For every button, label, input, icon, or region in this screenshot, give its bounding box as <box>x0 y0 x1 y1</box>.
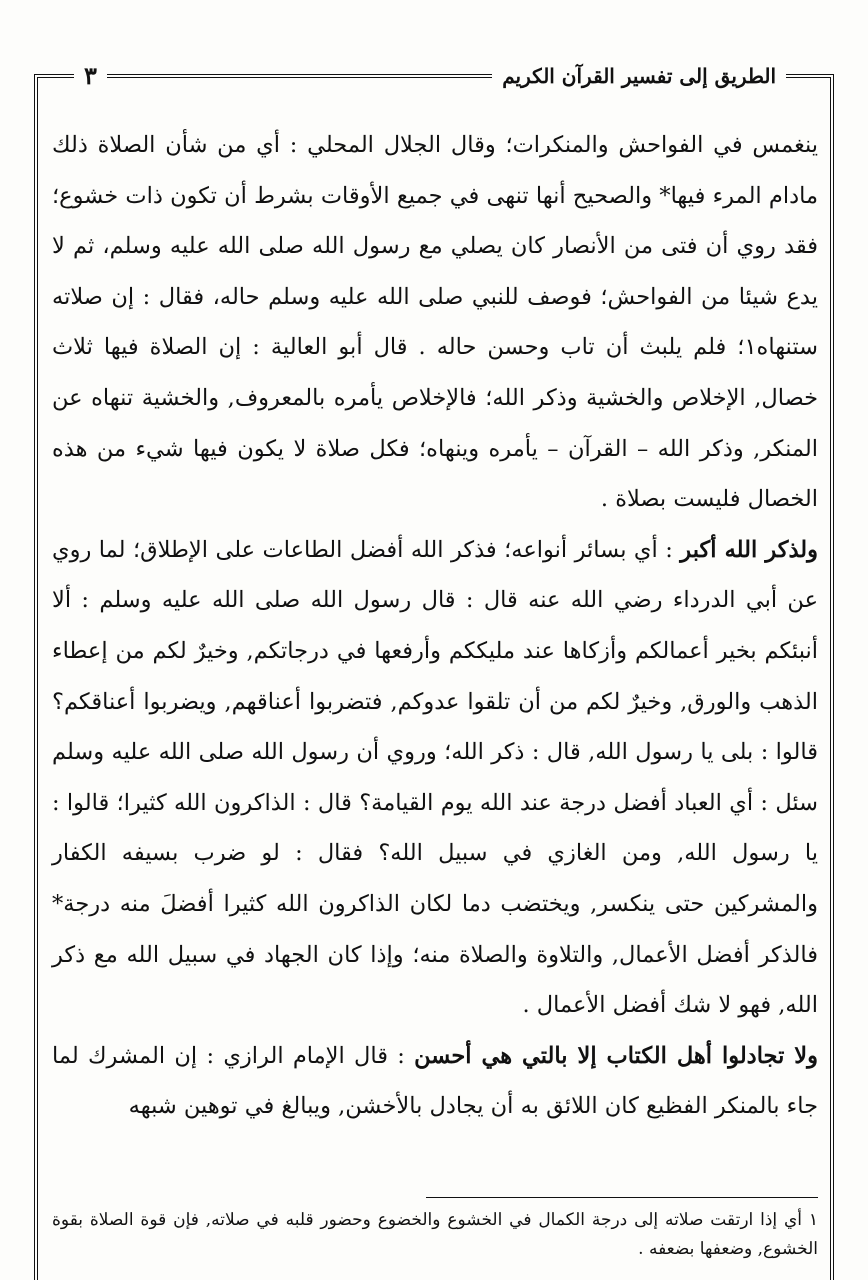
paragraph-3 <box>52 1031 818 1132</box>
page-number: ٣ <box>74 62 107 90</box>
paragraph-2 <box>52 525 818 1031</box>
paragraph-text: : قال الإمام الرازي : إن المشرك لما جاء بالمنكر الفظيع كان اللائق به أن يجادل بالأخشن, ويبالغ في توهين شبهه <box>52 1042 818 1120</box>
paragraph-1 <box>52 120 818 525</box>
paragraph-text: ينغمس في الفواحش والمنكرات؛ وقال الجلال المحلي : أي من شأن الصلاة ذلك مادام المرء فيها* والصحيح أنها تنهى في جميع الأوقات بشرط أن تكون ذات خشوع؛ فقد روي أن فتى من الأنصار كان يصلي مع رسول الله صلى الله عليه وسلم، ثم لا يدع شيئا من الفواحش؛ فوصف للنبي صلى الله عليه وسلم حاله، فقال : إن صلاته ستنهاه١؛ فلم يلبث أن تاب وحسن حاله . قال أبو العالية : إن الصلاة فيها ثلاث خصال, الإخلاص والخشية وذكر الله؛ فالإخلاص يأمره بالمعروف, والخشية تنهاه عن المنكر, وذكر الله – القرآن – يأمره وينهاه؛ فكل صلاة لا يكون فيها شيء من هذه الخصال فليست بصلاة . <box>52 132 818 513</box>
paragraph-text: : أي بسائر أنواعه؛ فذكر الله أفضل الطاعات على الإطلاق؛ لما روي عن أبي الدرداء رضي الله عنه قال : قال رسول الله صلى الله عليه وسلم : ألا أنبئكم بخير أعمالكم وأزكاها عند مليككم وأرفعها في درجاتكم, وخيرٌ لكم من إعطاء الذهب والورق, وخيرٌ لكم من أن تلقوا عدوكم, فتضربوا أعناقهم, ويضربوا أعناقكم؟ قالوا : بلى يا رسول الله, قال : ذكر الله؛ وروي أن رسول الله صلى الله عليه وسلم سئل : أي العباد أفضل درجة عند الله يوم القيامة؟ قال : الذاكرون الله كثيرا؛ قالوا : يا رسول الله, ومن الغازي في سبيل الله؟ فقال : لو ضرب بسيفه الكفار والمشركين حتى ينكسر, ويختضب دما لكان الذاكرون الله كثيرا أفضلَ منه درجة* فالذكر أفضل الأعمال, والتلاوة والصلاة منه؛ وإذا كان الجهاد في سبيل الله مع ذكر الله, فهو لا شك أفضل الأعمال . <box>52 536 818 1019</box>
book-title: الطريق إلى تفسير القرآن الكريم <box>492 62 786 90</box>
running-header <box>34 62 834 92</box>
footnote-1: ١ أي إذا ارتقت صلاته إلى درجة الكمال في الخشوع والخضوع وحضور قلبه في صلاته, فإن قوة الصلاة بقوة الخشوع, وضعفها بضعفه . <box>52 1210 819 1259</box>
verse-lead: ولذكر الله أكبر <box>680 536 818 563</box>
verse-lead: ولا تجادلوا أهل الكتاب إلا بالتي هي أحسن <box>414 1042 818 1069</box>
footnote-divider <box>426 1197 818 1198</box>
main-text <box>52 120 818 1132</box>
footnotes <box>52 1206 818 1264</box>
